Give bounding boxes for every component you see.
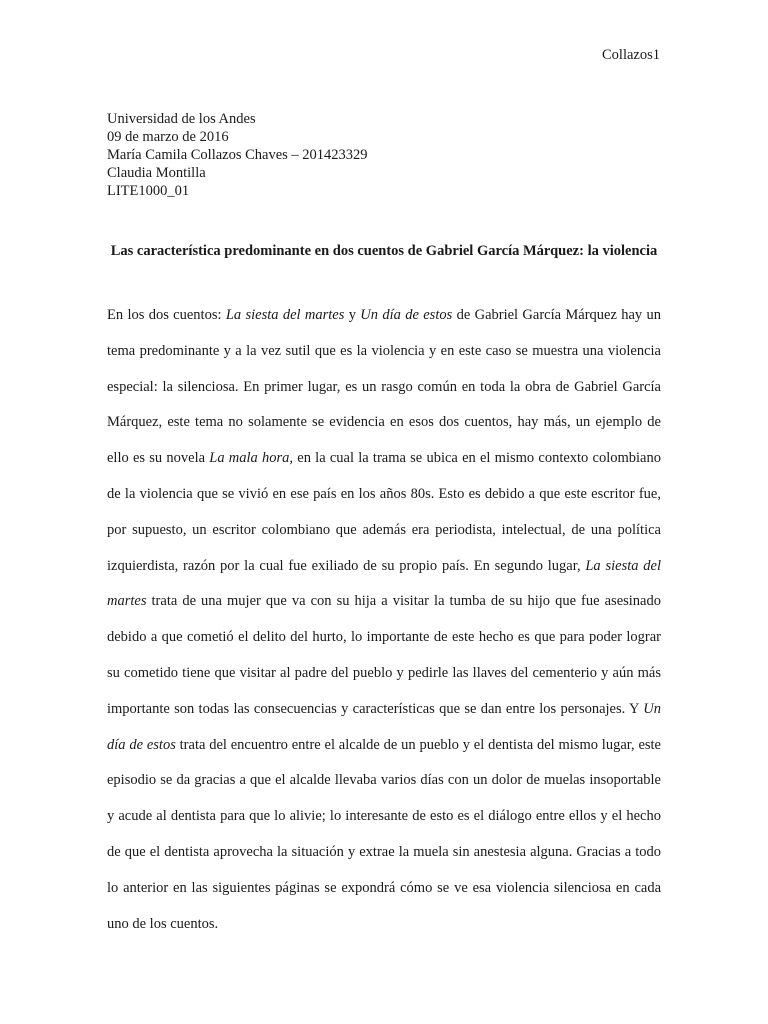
paragraph-text: en la cual la trama se ubica en el mismo contexto colombiano de la violencia que se vivió en ese país en los años 80s. Esto es debido a que este escritor fue, por supuesto, un escritor colombiano que además era periodista, intelectual, de una política izquierdista, razón por la cual fue exiliado de su propio país. En segundo lugar, (107, 450, 661, 574)
document-date: 09 de marzo de 2016 (107, 129, 229, 145)
novel-title-italic: La mala hora, (209, 450, 294, 467)
running-head-page-number: Collazos1 (602, 47, 660, 63)
paragraph-text: de Gabriel García Márquez hay un tema predominante y a la vez sutil que es la violencia y en este caso se muestra una violencia especial: la silenciosa. En primer lugar, es un rasgo común en toda la obra de Gabriel García Márquez, este tema no solamente se evidencia en esos dos cuentos, hay más, un ejemplo de ello es su novela (107, 307, 662, 467)
course-code: LITE1000_01 (107, 183, 190, 199)
paragraph-text: y (344, 307, 361, 323)
story-title-italic: La siesta del martes (225, 307, 345, 323)
paragraph-text: trata del encuentro entre el alcalde de un pueblo y el dentista del mismo lugar, este episodio se da gracias a que el alcalde llevaba varios días con un dolor de muelas insoportable y acude al dentista para que lo alivie; lo interesante de esto es el diálogo entre ellos y el hecho de que el dentista aprovecha la situación y extrae la muela sin anestesia alguna. Gracias a todo lo anterior en las siguientes páginas se expondrá cómo se ve esa violencia silenciosa en cada uno de los cuentos. (107, 736, 661, 932)
story-title-italic: Un día de estos (360, 307, 453, 323)
author-name: María Camila Collazos Chaves – 201423329 (107, 147, 368, 163)
essay-title: Las característica predominante en dos cuentos de Gabriel García Márquez: la violencia (110, 243, 658, 259)
professor-name: Claudia Montilla (107, 165, 206, 181)
body-paragraph (107, 298, 661, 942)
story-title-italic: Un día de estos (107, 700, 661, 753)
mla-heading (107, 110, 368, 200)
paragraph-text: trata de una mujer que va con su hija a visitar la tumba de su hijo que fue asesinado debido a que cometió el delito del hurto, lo importante de este hecho es que para poder lograr su cometido tiene que visitar al padre del pueblo y pedirle las llaves del cementerio y aún más importante son todas las consecuencias y características que se dan entre los personajes. Y (107, 593, 661, 717)
university-name: Universidad de los Andes (107, 111, 256, 127)
paragraph-text: En los dos cuentos: (107, 307, 226, 323)
story-title-italic: La siesta del martes (107, 557, 661, 610)
